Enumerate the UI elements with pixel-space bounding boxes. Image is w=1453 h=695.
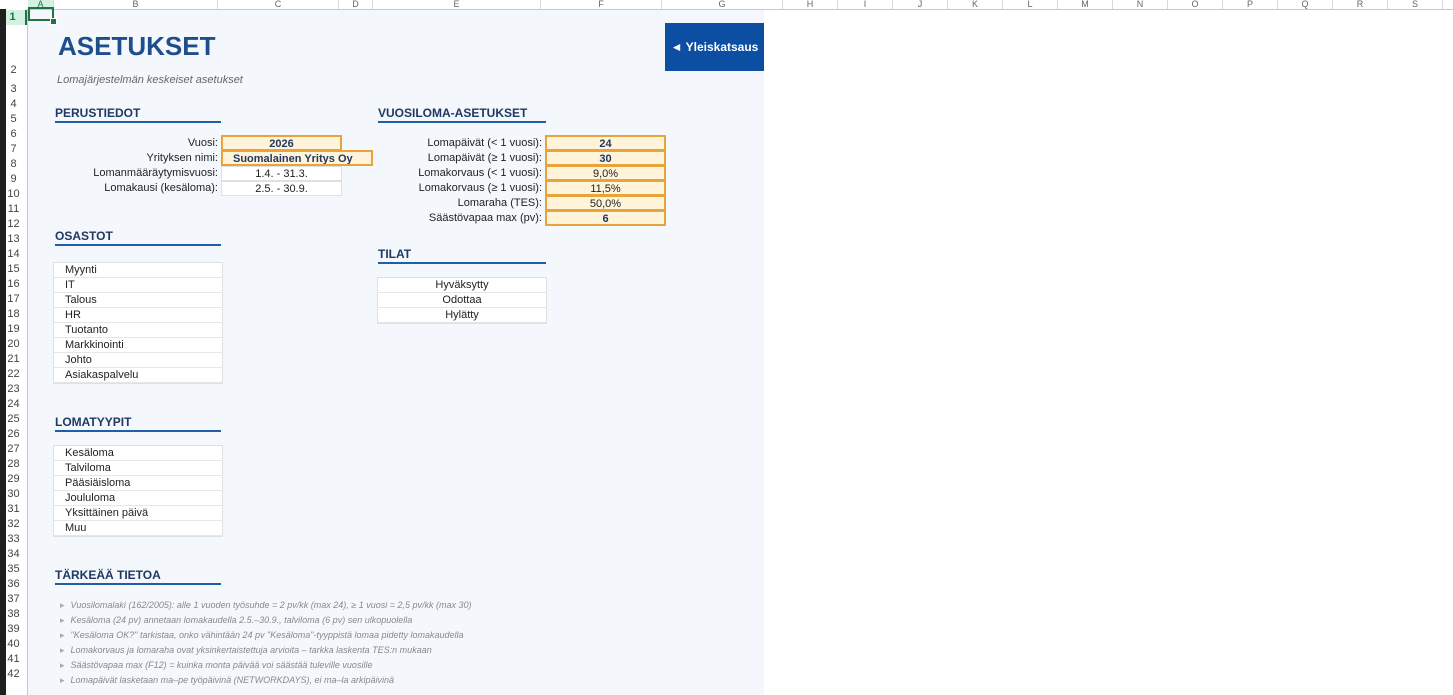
column-header[interactable]: M [1058,0,1113,9]
row-header[interactable]: 32 [7,518,20,530]
info-note: ▸ Lomakorvaus ja lomaraha ovat yksinkertaistettuja arvioita – tarkka laskenta TES:n mukaan [60,645,432,655]
column-header-bar [0,0,1453,10]
list-item[interactable]: Kesäloma [54,446,222,461]
row-header[interactable]: 27 [7,443,20,455]
list-item[interactable]: IT [54,278,222,293]
section-heading-vuosiloma: VUOSILOMA-ASETUKSET [378,106,546,123]
list-item[interactable]: Asiakaspalvelu [54,368,222,383]
window-edge [0,9,6,695]
input-lomakorvaus-alle-1[interactable]: 9,0% [545,165,666,181]
section-heading-tietoa: TÄRKEÄÄ TIETOA [55,568,221,585]
row-header[interactable]: 14 [7,248,20,260]
row-header[interactable]: 1 [0,10,27,25]
list-item[interactable]: Talous [54,293,222,308]
section-heading-lomatyypit: LOMATYYPIT [55,415,221,432]
row-header[interactable]: 29 [7,473,20,485]
column-header[interactable]: N [1113,0,1168,9]
column-header[interactable]: A [28,0,54,9]
list-tilat [377,277,547,324]
column-header[interactable]: Q [1278,0,1333,9]
row-header[interactable]: 22 [7,368,20,380]
bullet-icon: ▸ [60,615,65,625]
section-heading-perustiedot: PERUSTIEDOT [55,106,221,123]
row-header[interactable]: 42 [7,668,20,680]
label-lomapaivat-yli-1: Lomapäivät (≥ 1 vuosi): [427,152,542,164]
bullet-icon: ▸ [60,600,65,610]
row-header[interactable]: 40 [7,638,20,650]
input-saastovapaa-max[interactable]: 6 [545,210,666,226]
page-subtitle: Lomajärjestelmän keskeiset asetukset [57,74,243,86]
column-header[interactable]: E [373,0,541,9]
row-header[interactable]: 19 [7,323,20,335]
section-heading-tilat: TILAT [378,247,546,264]
column-header[interactable]: B [54,0,218,9]
row-header[interactable]: 38 [7,608,20,620]
row-header[interactable]: 17 [7,293,20,305]
list-item[interactable]: Hylätty [378,308,546,323]
list-lomatyypit [53,445,223,537]
column-header[interactable]: C [218,0,339,9]
row-header[interactable]: 28 [7,458,20,470]
list-item[interactable]: Pääsiäisloma [54,476,222,491]
section-heading-osastot: OSASTOT [55,229,221,246]
column-header[interactable]: P [1223,0,1278,9]
list-item[interactable]: Odottaa [378,293,546,308]
row-header[interactable]: 5 [10,113,17,125]
list-item[interactable]: Joululoma [54,491,222,506]
input-lomakorvaus-yli-1[interactable]: 11,5% [545,180,666,196]
info-note: ▸ Lomapäivät lasketaan ma–pe työpäivinä (NETWORKDAYS), ei ma–la arkipäivinä [60,675,395,685]
row-header[interactable]: 13 [7,233,20,245]
row-header[interactable]: 33 [7,533,20,545]
column-header[interactable]: O [1168,0,1223,9]
list-item[interactable]: Talviloma [54,461,222,476]
row-header[interactable]: 41 [7,653,20,665]
row-header[interactable]: 21 [7,353,20,365]
row-header[interactable]: 26 [7,428,20,440]
column-header[interactable]: I [838,0,893,9]
column-header[interactable]: S [1388,0,1443,9]
column-header[interactable]: L [1003,0,1058,9]
page-title: ASETUKSET [58,31,216,61]
bullet-icon: ▸ [60,660,65,670]
info-note: ▸ Säästövapaa max (F12) = kuinka monta päivää voi säästää tuleville vuosille [60,660,373,670]
list-item[interactable]: Hyväksytty [378,278,546,293]
column-header[interactable]: J [893,0,948,9]
row-header[interactable]: 11 [7,203,20,215]
list-item[interactable]: Johto [54,353,222,368]
row-header[interactable]: 2 [10,64,17,76]
list-item[interactable]: Yksittäinen päivä [54,506,222,521]
info-note: ▸ "Kesäloma OK?" tarkistaa, onko vähintään 24 pv "Kesäloma"-tyyppistä lomaa pidetty lomakaudella [60,630,464,640]
row-header[interactable]: 34 [7,548,20,560]
fill-handle[interactable] [50,18,57,25]
row-header[interactable]: 6 [10,128,17,140]
label-vuosi: Vuosi: [187,137,218,149]
input-vuosi[interactable]: 2026 [221,135,342,151]
bullet-icon: ▸ [60,645,65,655]
label-lomaraha: Lomaraha (TES): [457,197,542,209]
overview-nav-button[interactable]: ◄ Yleiskatsaus [665,23,764,71]
row-header[interactable]: 35 [7,563,20,575]
row-header[interactable]: 30 [7,488,20,500]
input-yrityksen-nimi[interactable]: Suomalainen Yritys Oy [221,150,373,166]
column-header[interactable]: K [948,0,1003,9]
list-item[interactable]: Myynti [54,263,222,278]
row-header[interactable]: 37 [7,593,20,605]
list-item[interactable]: Tuotanto [54,323,222,338]
label-yrityksen-nimi: Yrityksen nimi: [146,152,218,164]
label-saastovapaa-max: Säästövapaa max (pv): [428,212,542,224]
column-header[interactable]: F [541,0,662,9]
input-lomaraha[interactable]: 50,0% [545,195,666,211]
input-lomapaivat-alle-1[interactable]: 24 [545,135,666,151]
value-lomakausi[interactable]: 2.5. - 30.9. [221,181,342,196]
row-header[interactable]: 10 [7,188,20,200]
row-header[interactable]: 25 [7,413,20,425]
column-header[interactable]: H [783,0,838,9]
row-header[interactable]: 23 [7,383,20,395]
column-header[interactable]: G [662,0,783,9]
row-header[interactable]: 9 [10,173,17,185]
row-header[interactable]: 3 [10,83,17,95]
list-item[interactable]: HR [54,308,222,323]
row-header[interactable]: 20 [7,338,20,350]
column-header[interactable]: R [1333,0,1388,9]
value-lomanmaaraytymisvuosi[interactable]: 1.4. - 31.3. [221,166,342,181]
label-lomanmaaraytymisvuosi: Lomanmääräytymisvuosi: [93,167,218,179]
row-header[interactable]: 4 [10,98,17,110]
row-header[interactable]: 15 [7,263,20,275]
info-note: ▸ Kesäloma (24 pv) annetaan lomakaudella 2.5.–30.9., talviloma (6 pv) sen ulkopuolella [60,615,413,625]
row-header[interactable]: 24 [7,398,20,410]
column-header[interactable]: D [339,0,373,9]
row-header[interactable]: 8 [10,158,17,170]
label-lomakausi: Lomakausi (kesäloma): [104,182,218,194]
list-item[interactable]: Markkinointi [54,338,222,353]
row-header[interactable]: 39 [7,623,20,635]
bullet-icon: ▸ [60,630,65,640]
list-osastot [53,262,223,384]
info-note: ▸ Vuosilomalaki (162/2005): alle 1 vuoden työsuhde = 2 pv/kk (max 24), ≥ 1 vuosi = 2,5 pv/kk (max 30) [60,600,472,610]
label-lomakorvaus-alle-1: Lomakorvaus (< 1 vuosi): [418,167,542,179]
input-lomapaivat-yli-1[interactable]: 30 [545,150,666,166]
row-header[interactable]: 18 [7,308,20,320]
row-header[interactable]: 31 [7,503,20,515]
row-header[interactable]: 36 [7,578,20,590]
row-header[interactable]: 16 [7,278,20,290]
row-header[interactable]: 7 [10,143,17,155]
bullet-icon: ▸ [60,675,65,685]
label-lomakorvaus-yli-1: Lomakorvaus (≥ 1 vuosi): [418,182,542,194]
list-item[interactable]: Muu [54,521,222,536]
label-lomapaivat-alle-1: Lomapäivät (< 1 vuosi): [427,137,542,149]
row-header[interactable]: 12 [7,218,20,230]
